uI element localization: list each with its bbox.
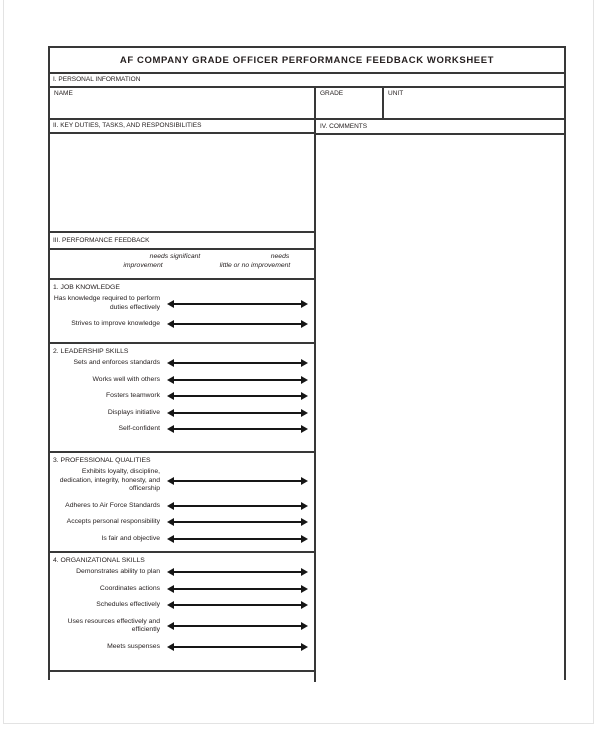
rating-scale-arrow[interactable] (167, 643, 308, 651)
grade-label: GRADE (320, 90, 344, 97)
rating-category (50, 344, 314, 453)
rating-item-label: Adheres to Air Force Standards (65, 501, 160, 509)
rating-category-title: 3. PROFESSIONAL QUALITIES (53, 457, 151, 464)
form-title: AF COMPANY GRADE OFFICER PERFORMANCE FEEDBACK WORKSHEET (50, 48, 564, 74)
rating-item-label: Fosters teamwork (105, 392, 160, 399)
rating-scale-legend (50, 250, 314, 280)
arrow-line (170, 428, 305, 430)
rating-item-label: Sets and enforces standards (73, 359, 160, 366)
arrow-line (170, 604, 305, 606)
rating-category-title: 1. JOB KNOWLEDGE (53, 284, 120, 291)
rating-item-row (50, 392, 314, 401)
arrow-line (170, 505, 305, 507)
rating-item-row (50, 320, 314, 329)
rating-scale-arrow[interactable] (167, 518, 308, 526)
arrow-line (170, 323, 305, 325)
main-columns (50, 120, 564, 682)
rating-item-row (50, 359, 314, 368)
scale-left-line1: needs significant (149, 253, 201, 260)
arrow-line (170, 646, 305, 648)
arrow-line (170, 362, 305, 364)
rating-item-row (50, 376, 314, 385)
arrow-line (170, 379, 305, 381)
rating-category (50, 280, 314, 344)
rating-item-label: Accepts personal responsibility (66, 518, 160, 525)
rating-item-row (50, 502, 314, 511)
rating-item-row (50, 601, 314, 610)
rating-category-title: 2. LEADERSHIP SKILLS (53, 348, 129, 355)
rating-item-label: Demonstrates ability to plan (76, 568, 160, 575)
key-duties-input-area[interactable] (50, 134, 314, 233)
rating-scale-arrow[interactable] (167, 622, 308, 630)
right-column (316, 120, 564, 682)
name-label: NAME (54, 90, 73, 97)
rating-item-label: Coordinates actions (99, 584, 160, 592)
arrow-line (170, 571, 305, 573)
rating-item-row (50, 409, 314, 418)
unit-label: UNIT (388, 90, 404, 97)
rating-item-row (50, 518, 314, 527)
rating-item-label: Uses resources effectively and efficiently (67, 617, 160, 633)
arrow-line (170, 538, 305, 540)
rating-item-row (50, 618, 314, 635)
rating-item-label: Displays initiative (107, 408, 160, 416)
rating-item-row (50, 585, 314, 594)
rating-item-label: Is fair and objective (101, 534, 160, 542)
section-iii-header: III. PERFORMANCE FEEDBACK (50, 233, 314, 250)
rating-scale-arrow[interactable] (167, 392, 308, 400)
rating-item-label: Has knowledge required to perform duties effectively (53, 295, 160, 311)
rating-scale-arrow[interactable] (167, 568, 308, 576)
unit-field[interactable] (384, 88, 564, 118)
rating-scale-arrow[interactable] (167, 300, 308, 308)
rating-item-label: Self-confident (118, 425, 160, 432)
rating-categories (50, 280, 314, 672)
scale-left-line2: improvement (123, 262, 163, 269)
rating-item-label: Schedules effectively (96, 601, 160, 608)
rating-scale-arrow[interactable] (167, 376, 308, 384)
name-field[interactable] (50, 88, 316, 118)
rating-item-row (50, 643, 314, 652)
rating-category-title: 4. ORGANIZATIONAL SKILLS (53, 557, 145, 564)
section-ii-header: II. KEY DUTIES, TASKS, AND RESPONSIBILITIES (50, 120, 314, 134)
rating-category (50, 553, 314, 672)
rating-scale-arrow[interactable] (167, 477, 308, 485)
rating-item-label: Strives to improve knowledge (71, 320, 160, 327)
rating-item-label: Exhibits loyalty, discipline, dedication, integrity, honesty, and officership (59, 468, 160, 492)
rating-scale-arrow[interactable] (167, 409, 308, 417)
comments-input-area[interactable] (316, 135, 564, 682)
rating-item-row (50, 568, 314, 577)
rating-item-label: Meets suspenses (107, 642, 160, 650)
left-column (50, 120, 316, 682)
rating-scale-arrow[interactable] (167, 535, 308, 543)
rating-item-row (50, 535, 314, 544)
section-i-header: I. PERSONAL INFORMATION (50, 74, 564, 88)
rating-scale-arrow[interactable] (167, 585, 308, 593)
scale-right-line1: needs (270, 253, 290, 260)
arrow-line (170, 303, 305, 305)
rating-scale-arrow[interactable] (167, 425, 308, 433)
arrow-line (170, 395, 305, 397)
rating-scale-arrow[interactable] (167, 502, 308, 510)
arrow-line (170, 412, 305, 414)
rating-item-row (50, 295, 314, 312)
rating-item-label: Works well with others (92, 375, 160, 383)
rating-item-row (50, 425, 314, 434)
arrow-line (170, 588, 305, 590)
personal-info-row (50, 88, 564, 120)
arrow-line (170, 480, 305, 482)
rating-scale-arrow[interactable] (167, 601, 308, 609)
rating-scale-arrow[interactable] (167, 320, 308, 328)
feedback-worksheet-form (48, 46, 566, 680)
grade-field[interactable] (316, 88, 384, 118)
scale-right-line2: little or no improvement (219, 262, 291, 269)
rating-scale-arrow[interactable] (167, 359, 308, 367)
rating-category (50, 453, 314, 553)
arrow-line (170, 625, 305, 627)
rating-item-row (50, 468, 314, 494)
section-iv-header: IV. COMMENTS (316, 120, 564, 135)
arrow-line (170, 521, 305, 523)
